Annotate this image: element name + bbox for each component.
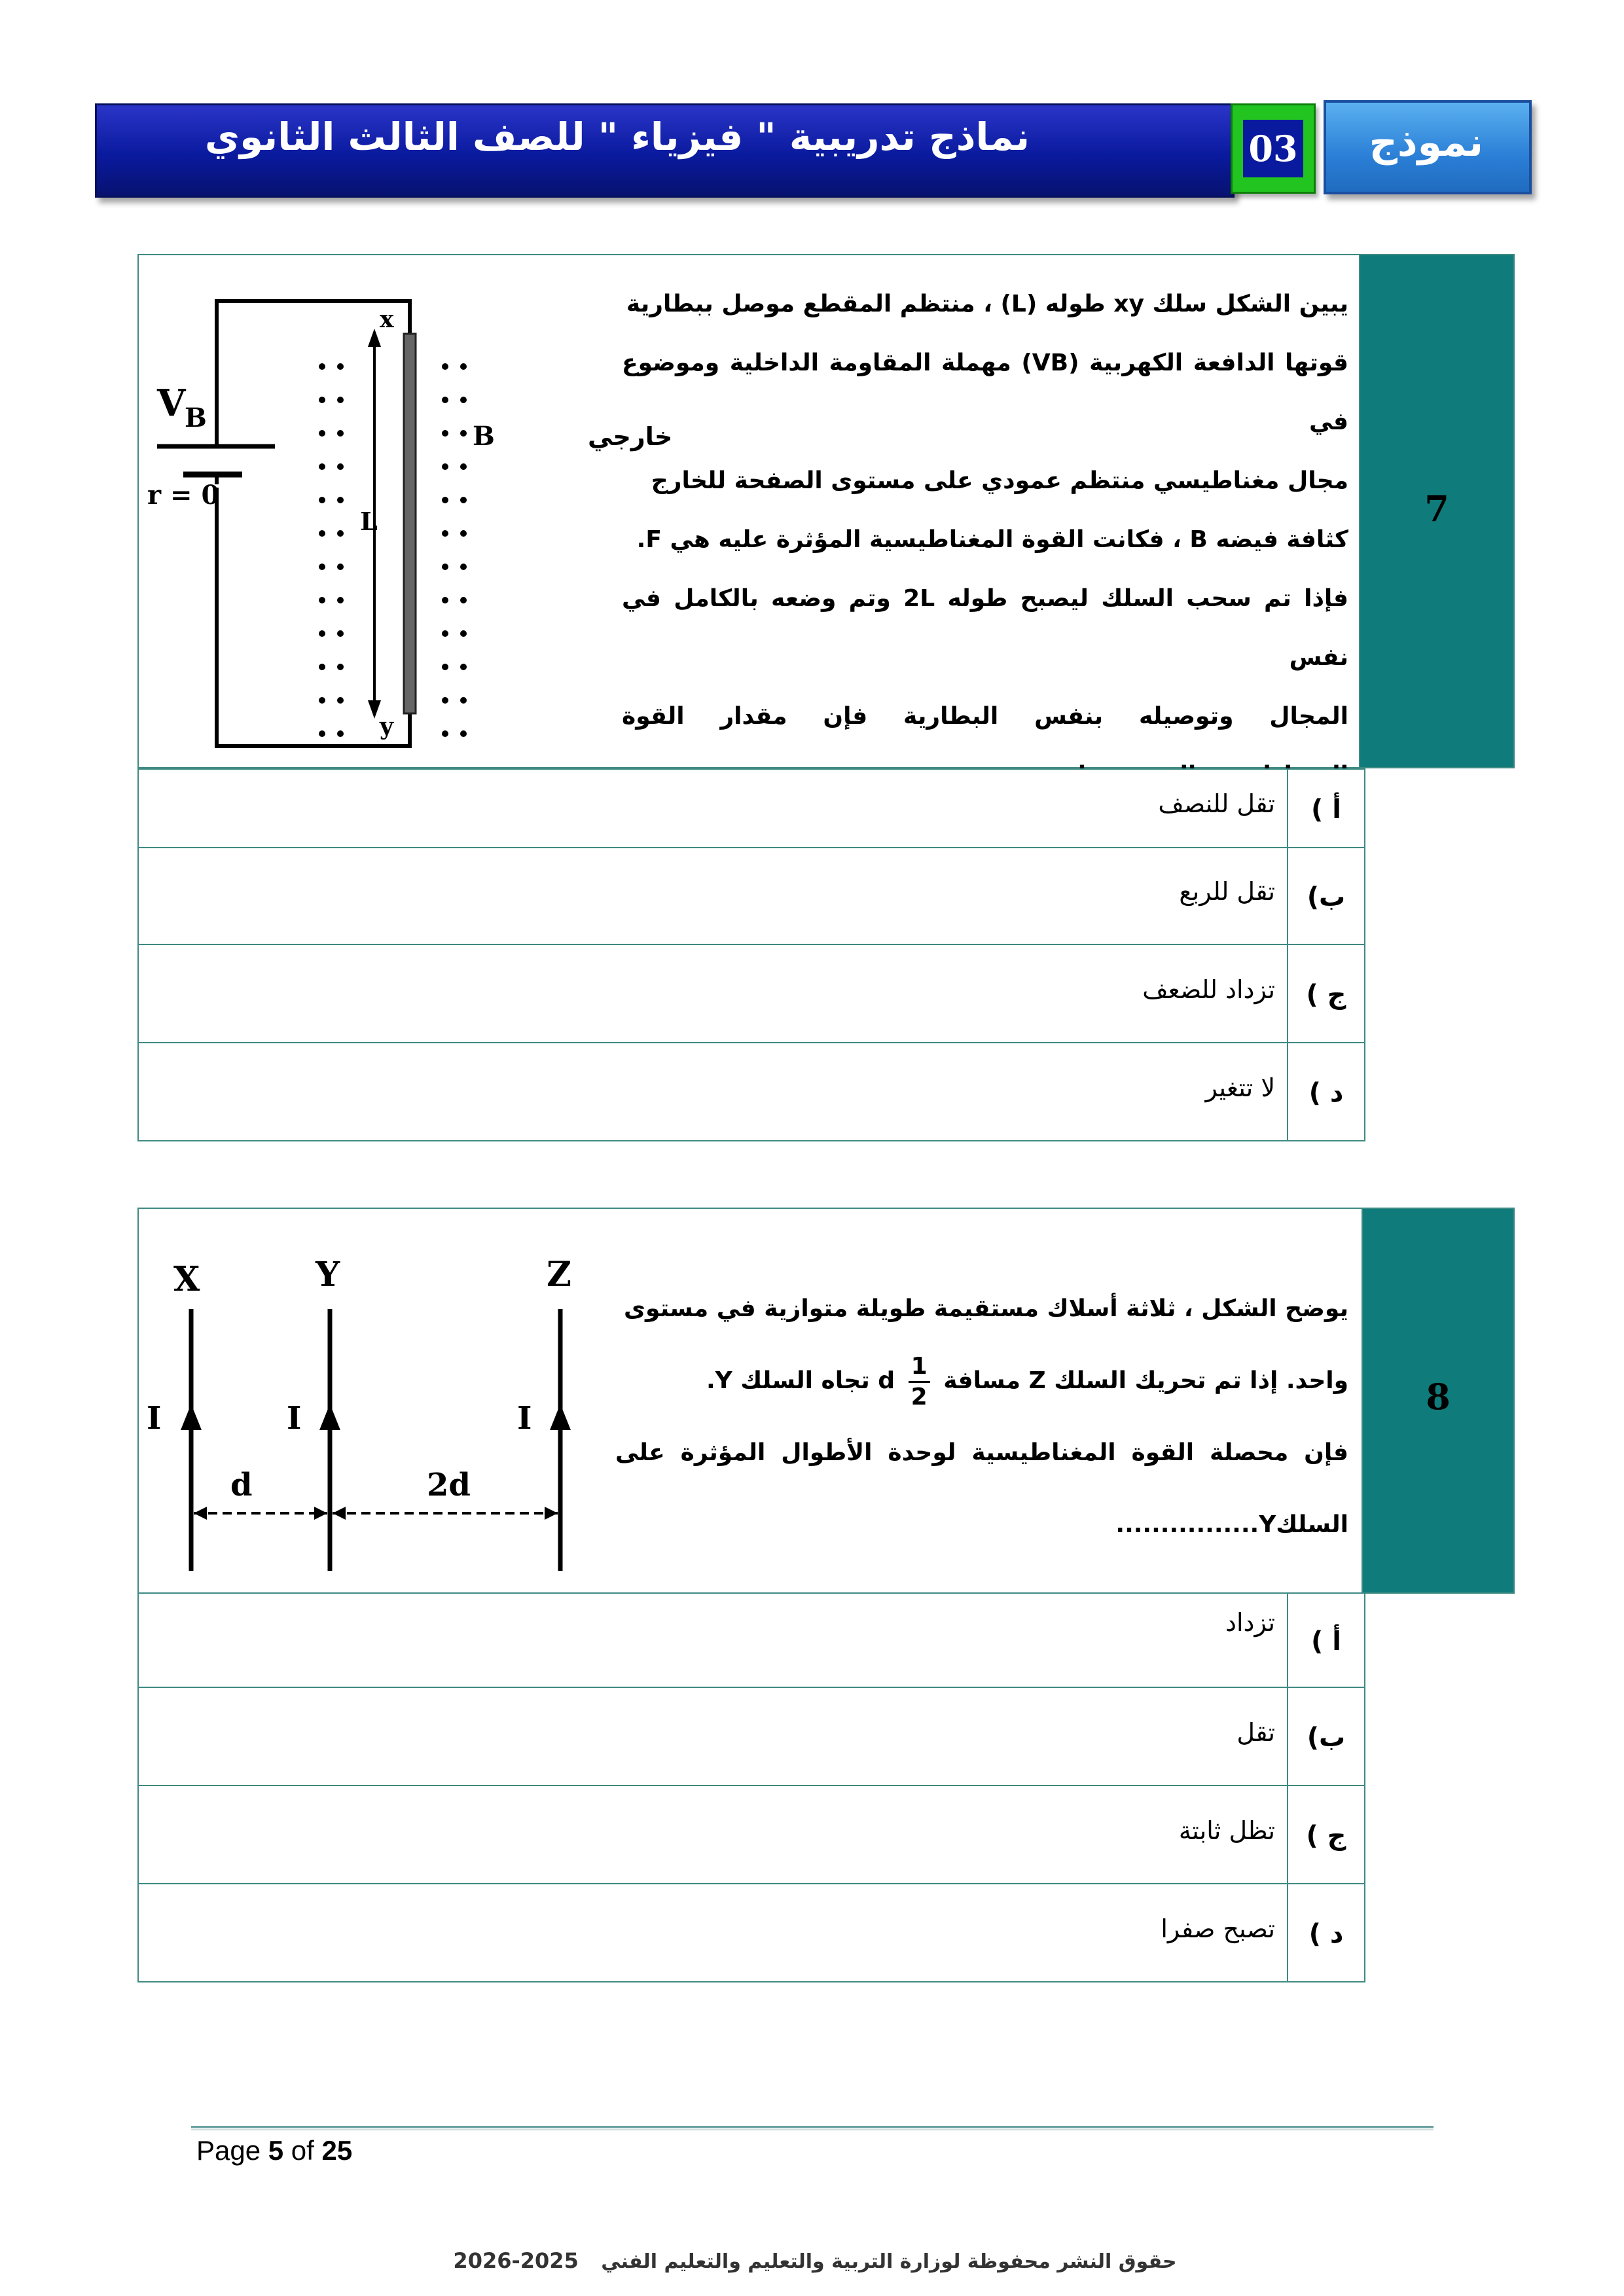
fraction [909, 1352, 930, 1412]
fraction-numerator: 1 [909, 1352, 930, 1383]
field-dot [460, 463, 467, 470]
current-label: I [287, 1400, 302, 1437]
option-letter: د ) [1287, 1043, 1364, 1140]
field-dot [460, 730, 467, 737]
option-row[interactable] [137, 1883, 1365, 1982]
field-dot [442, 730, 448, 737]
field-dot [442, 363, 448, 370]
field-dot [460, 630, 467, 637]
option-text: تقل للنصف [1158, 789, 1275, 818]
field-dot [442, 530, 448, 537]
wire-y-label: Y [316, 1255, 340, 1295]
field-dot [319, 630, 325, 637]
b-direction-label: خارجي [588, 422, 673, 451]
option-letter: أ ) [1287, 1594, 1364, 1687]
field-dot [442, 564, 448, 570]
copyright-text: حقوق النشر محفوظة لوزارة التربية والتعليم والتعليم الفني [601, 2250, 1177, 2273]
text-line: فإذا تم سحب السلك ليصبح طوله 2L وتم وضعه بالكامل في نفس [622, 585, 1349, 671]
text-line: كثافة فيضه B ، فكانت القوة المغناطيسية المؤثرة عليه هي F. [636, 526, 1348, 553]
l-label: L [360, 507, 378, 536]
option-row[interactable] [137, 768, 1365, 848]
copyright-year: 2025-2026 [453, 2248, 579, 2273]
current-arrow [181, 1404, 202, 1430]
current-arrow [319, 1404, 340, 1430]
field-dot [319, 463, 325, 470]
text-segment: d تجاه السلك Y. [706, 1367, 895, 1394]
field-dot [460, 497, 467, 503]
field-dot [442, 697, 448, 704]
field-dot [460, 363, 467, 370]
option-letter: ب) [1287, 848, 1364, 944]
page-current: 5 [268, 2135, 284, 2166]
field-dot [337, 363, 344, 370]
option-text: تزداد للضعف [1142, 975, 1275, 1004]
field-dot [337, 430, 344, 437]
question-8-wires-figure [144, 1244, 602, 1584]
field-dot [337, 730, 344, 737]
wire-z-label: Z [547, 1255, 571, 1295]
field-dot [337, 664, 344, 670]
length-arrow-head-down [368, 700, 381, 719]
header-title: نماذج تدريبية " فيزياء " للصف الثالث الثانوي [204, 115, 1030, 159]
field-dot [442, 664, 448, 670]
field-dot [319, 597, 325, 603]
field-dot [460, 664, 467, 670]
question-8-text [615, 1273, 1348, 1561]
model-number: 03 [1243, 120, 1303, 177]
copyright-notice [403, 2248, 1227, 2273]
option-letter: أ ) [1287, 770, 1364, 847]
field-dot [442, 630, 448, 637]
circuit-wire [217, 301, 410, 746]
gap-d-label: d [230, 1467, 253, 1503]
question-7-text [622, 275, 1348, 805]
model-label: نموذج [1369, 120, 1483, 166]
field-dot [460, 397, 467, 403]
field-dot [319, 530, 325, 537]
text-line: فإن محصلة القوة المغناطيسية لوحدة الأطوال المؤثرة على [615, 1439, 1348, 1466]
question-7-circuit-figure [144, 288, 673, 759]
option-letter: د ) [1287, 1884, 1364, 1981]
field-dot [319, 564, 325, 570]
vb-label: V [157, 382, 186, 425]
option-text: تقل [1236, 1718, 1275, 1747]
field-dot [460, 430, 467, 437]
field-dot [460, 530, 467, 537]
field-dot [319, 664, 325, 670]
page-total: 25 [321, 2135, 353, 2166]
option-letter: ج ) [1287, 945, 1364, 1042]
field-dot [319, 430, 325, 437]
x-label: x [380, 306, 394, 333]
option-row[interactable] [137, 1042, 1365, 1141]
option-text: تظل ثابتة [1178, 1816, 1275, 1845]
field-dot [337, 630, 344, 637]
page-indicator [196, 2135, 352, 2166]
option-row[interactable] [137, 1592, 1365, 1688]
field-dot [442, 497, 448, 503]
b-label: B [473, 421, 495, 452]
text-line [615, 1345, 1348, 1417]
field-dot [337, 397, 344, 403]
field-dot [442, 463, 448, 470]
text-line: يبين الشكل سلك xy طوله (L) ، منتظم المقطع موصل ببطارية [626, 291, 1348, 317]
header-title-banner [95, 103, 1235, 198]
option-row[interactable] [137, 1785, 1365, 1884]
field-dot [460, 564, 467, 570]
wire-x-label: X [173, 1259, 200, 1299]
page-of: of [283, 2135, 322, 2166]
field-dot [460, 697, 467, 704]
current-label: I [517, 1400, 532, 1437]
footer-divider [191, 2126, 1434, 2128]
field-dot [337, 597, 344, 603]
question-7-number-cell [1359, 255, 1513, 767]
field-dot [337, 697, 344, 704]
field-dot [319, 363, 325, 370]
option-letter: ب) [1287, 1688, 1364, 1785]
option-text: تقل للربع [1179, 877, 1275, 906]
length-arrow-head-up [368, 329, 381, 347]
field-dot [442, 430, 448, 437]
text-segment: واحد. إذا تم تحريك السلك Z مسافة [943, 1367, 1348, 1394]
option-text: تزداد [1225, 1608, 1275, 1637]
field-dot [337, 497, 344, 503]
current-label: I [147, 1400, 162, 1437]
vb-subscript: B [185, 403, 207, 433]
page-prefix: Page [196, 2135, 268, 2166]
wire-xy-rod [404, 334, 416, 713]
question-number: 8 [1426, 1376, 1451, 1418]
text-line: مجال مغناطيسي منتظم عمودي على مستوى الصفحة للخارج [651, 467, 1348, 494]
text-line: المجال وتوصيله بنفس البطارية فإن مقدار القوة [622, 703, 1348, 730]
field-dot [319, 697, 325, 704]
field-dot [337, 463, 344, 470]
field-dot [442, 397, 448, 403]
field-dot [337, 564, 344, 570]
field-dot [319, 497, 325, 503]
fraction-denominator: 2 [911, 1383, 928, 1410]
field-dot [442, 597, 448, 603]
field-dot [319, 397, 325, 403]
question-8-number-cell [1362, 1209, 1513, 1592]
option-row[interactable] [137, 1687, 1365, 1786]
model-number-badge [1231, 103, 1316, 194]
model-label-banner [1324, 100, 1532, 194]
current-arrow [550, 1404, 571, 1430]
field-dot [319, 730, 325, 737]
magnetic-field-dots [319, 363, 467, 737]
option-letter: ج ) [1287, 1786, 1364, 1883]
question-number: 7 [1424, 488, 1449, 529]
option-text: تصبح صفرا [1161, 1914, 1275, 1943]
option-row[interactable] [137, 847, 1365, 945]
y-label: y [380, 713, 393, 740]
r-label: r = 0 [147, 480, 220, 511]
text-line: يوضح الشكل ، ثلاثة أسلاك مستقيمة طويلة متوازية في مستوى [624, 1295, 1348, 1322]
field-dot [337, 530, 344, 537]
text-line: قوتها الدافعة الكهربية (VB) مهملة المقاومة الداخلية وموضوع في [622, 350, 1348, 435]
field-dot [460, 597, 467, 603]
option-text: لا تتغير [1205, 1073, 1275, 1102]
text-line: السلكY................ [1115, 1511, 1348, 1538]
gap-2d-label: 2d [427, 1467, 471, 1503]
option-row[interactable] [137, 944, 1365, 1043]
